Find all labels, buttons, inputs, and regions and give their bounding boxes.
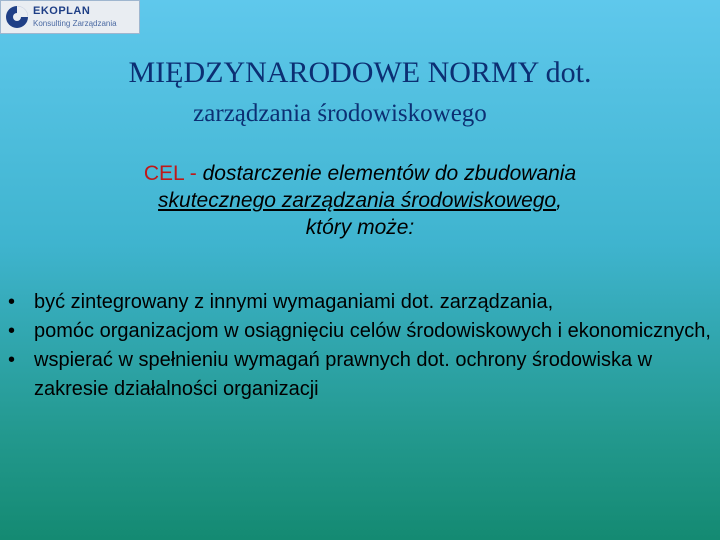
goal-label: CEL - [143,162,197,185]
logo-name: EKOPLAN [33,5,91,17]
page-subtitle: zarządzania środowiskowego [193,100,487,127]
bullet-marker: • [8,291,16,313]
page-title: MIĘDZYNARODOWE NORMY dot. [128,56,592,89]
list-item-text: pomóc organizacjom w osiągnięciu celów środowiskowych i ekonomicznych, [34,320,711,342]
ekoplan-logo [0,0,140,34]
logo-globe-icon [5,5,29,29]
goal-text-line1: dostarczenie elementów do zbudowania [196,162,577,185]
goal-text-comma: , [556,189,562,212]
list-item [6,317,718,346]
goal-text-line3: który może: [305,216,415,239]
bullet-list [6,288,718,404]
list-item [6,346,718,404]
bullet-marker: • [8,349,16,371]
logo-tagline: Konsulting Zarządzania [33,19,117,28]
list-item-text: być zintegrowany z innymi wymaganiami dot. zarządzania, [34,291,554,313]
goal-statement [80,160,640,241]
bullet-marker: • [8,320,16,342]
list-item [6,288,718,317]
goal-text-underlined: skutecznego zarządzania środowiskowego [158,189,557,212]
list-item-text: wspierać w spełnieniu wymagań prawnych dot. ochrony środowiska w zakresie działalności organizacji [34,349,653,400]
